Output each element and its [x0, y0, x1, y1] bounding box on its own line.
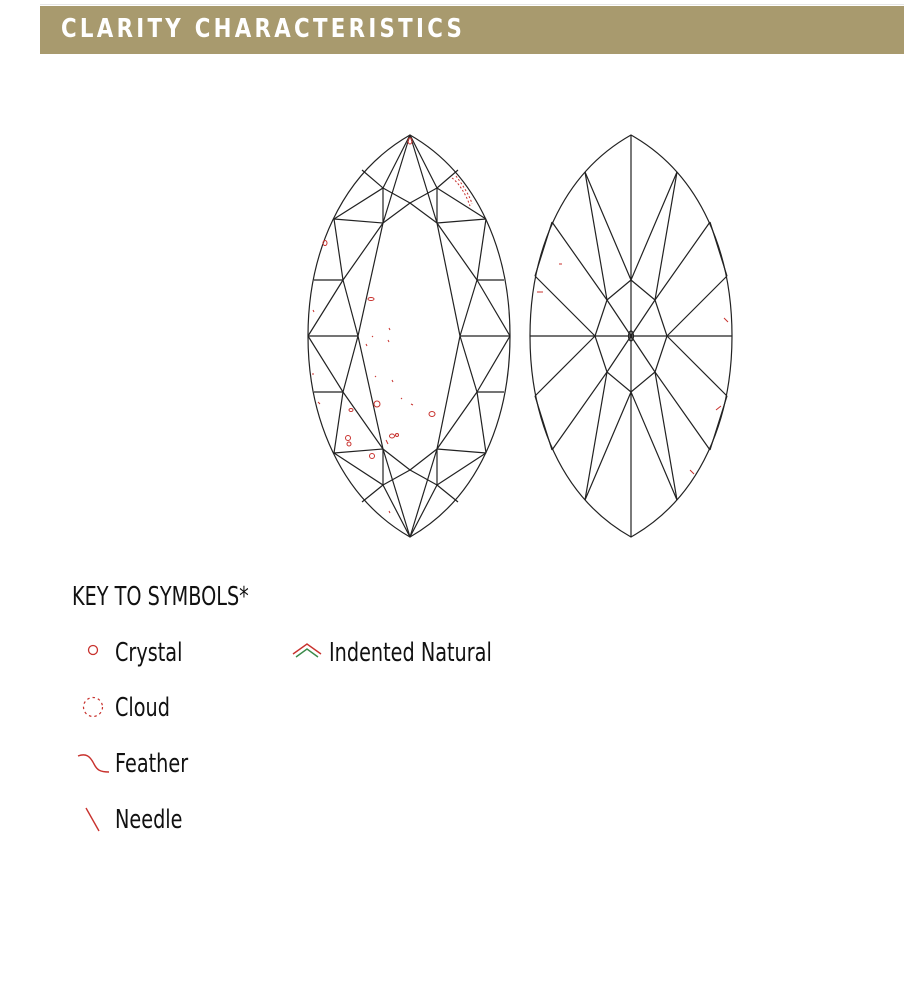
crown-view-diagram: [308, 135, 510, 537]
needle-mark: [312, 310, 413, 513]
legend-label: Cloud: [115, 693, 170, 723]
top-rule: [40, 4, 904, 5]
clarity-plot-diagram: [300, 128, 740, 548]
crystal-mark: [374, 401, 380, 407]
indented-natural-icon: [290, 637, 326, 669]
legend-label: Crystal: [115, 638, 183, 668]
cloud-icon: [78, 692, 112, 724]
needle-icon: [78, 804, 112, 836]
crystal-icon: [78, 637, 112, 669]
crystal-mark: [368, 298, 374, 301]
key-title: KEY TO SYMBOLS*: [72, 582, 249, 612]
plotted-inclusions: [312, 138, 728, 513]
crown-table: [358, 203, 460, 470]
crystal-mark: [349, 409, 353, 412]
pavilion-view-diagram: [530, 135, 732, 537]
legend-label: Needle: [115, 805, 183, 835]
legend-label: Indented Natural: [329, 638, 492, 668]
section-header: [40, 6, 904, 54]
crystal-mark: [370, 454, 375, 459]
section-title: CLARITY CHARACTERISTICS: [61, 14, 466, 44]
feather-icon: [76, 748, 112, 780]
crystal-mark: [429, 412, 435, 417]
crystal-mark: [346, 436, 351, 441]
crystal-mark: [390, 434, 395, 438]
crystal-mark: [396, 434, 399, 437]
legend-label: Feather: [115, 749, 189, 779]
crystal-mark: [347, 442, 351, 446]
